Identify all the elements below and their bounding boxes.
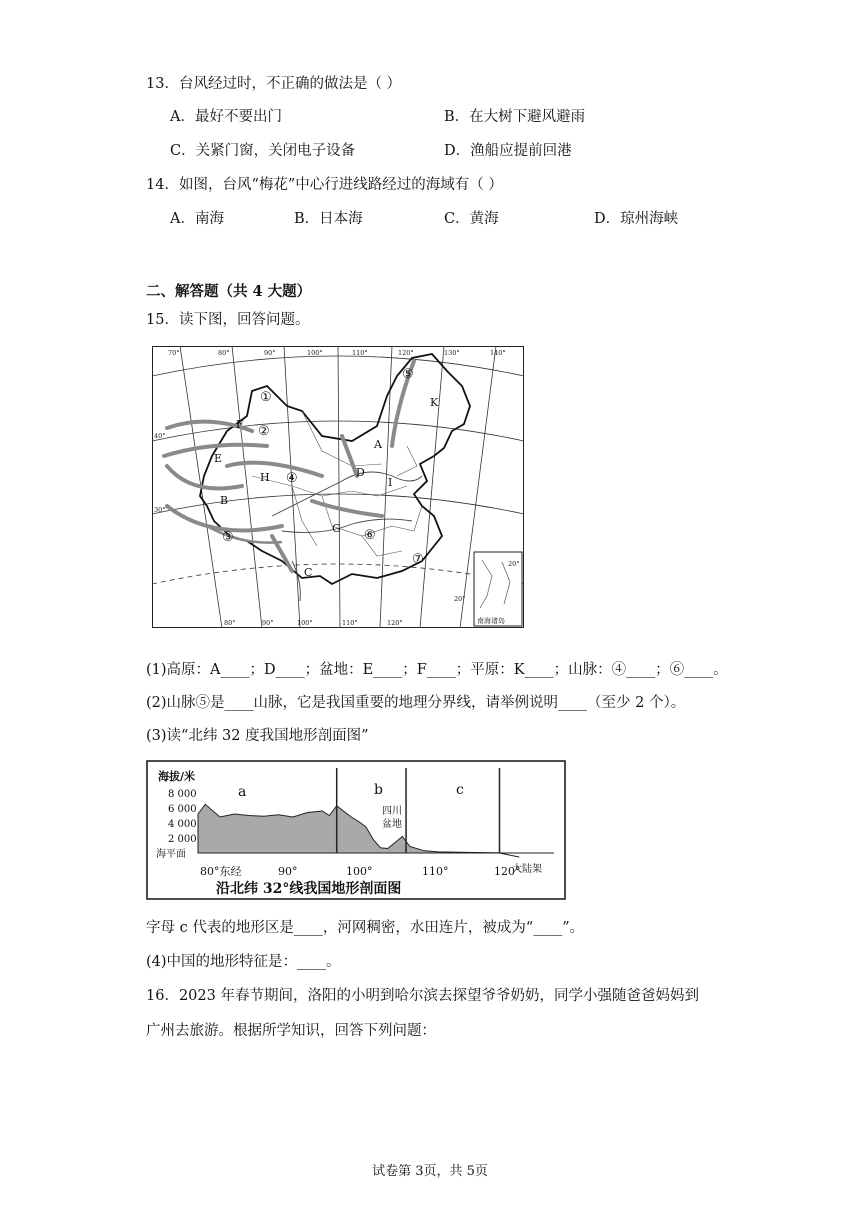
map-svg	[152, 346, 524, 628]
lon-label: 80°	[224, 619, 236, 627]
q13-stem: 13．台风经过时，不正确的做法是（ ）	[146, 76, 402, 92]
lat-label: 20°	[454, 595, 466, 603]
number-5: ⑤	[402, 367, 414, 382]
letter-c: C	[304, 566, 313, 579]
profile-ylabel: 海拔/米	[158, 770, 196, 783]
q15-part3: (3)读“北纬 32 度我国地形剖面图”	[146, 728, 369, 744]
letter-k: K	[430, 396, 439, 409]
lon-label: 80°	[218, 349, 230, 357]
number-1: ①	[260, 390, 272, 405]
q13-option-d: D．渔船应提前回港	[444, 143, 572, 159]
lon-label: 100°	[307, 349, 323, 357]
sea-level-label: 海平面	[156, 849, 186, 860]
q14-option-a: A．南海	[170, 211, 224, 227]
ytick: 2 000	[168, 834, 197, 845]
xtick: 90°	[278, 865, 298, 878]
letter-a: A	[374, 438, 382, 451]
basin-label-1: 四川	[382, 806, 402, 817]
shelf-label: 大陆架	[512, 864, 542, 875]
letter-e: E	[214, 452, 223, 465]
q15-stem: 15．读下图，回答问题。	[146, 312, 310, 328]
letter-g: G	[332, 522, 341, 535]
lon-label: 130°	[444, 349, 460, 357]
number-2: ②	[258, 424, 270, 439]
number-7: ⑦	[412, 552, 424, 567]
lon-label: 90°	[264, 349, 276, 357]
lat-label: 30°	[154, 506, 166, 514]
q13-option-c: C．关紧门窗，关闭电子设备	[170, 143, 356, 159]
lon-label: 120°	[387, 619, 403, 627]
q15-part4: (4)中国的地形特征是：____。	[146, 954, 341, 970]
q13-option-a: A．最好不要出门	[170, 109, 282, 125]
terrain-profile-figure	[146, 760, 566, 900]
lon-label: 100°	[297, 619, 313, 627]
lon-label: 140°	[490, 349, 506, 357]
letter-f: F	[236, 418, 244, 431]
lon-label: 120°	[398, 349, 414, 357]
q15-part1: (1)高原：A____；D____；盆地：E____；F____；平原：K____；山脉：④____；⑥____。	[146, 662, 728, 678]
page-footer: 试卷第 3页，共 5页	[372, 1164, 488, 1179]
lon-label: 110°	[352, 349, 368, 357]
section-heading: 二、解答题（共 4 大题）	[146, 283, 312, 300]
q14-option-b: B．日本海	[294, 211, 363, 227]
xtick: 100°	[346, 865, 373, 878]
q15-part3b: 字母 c 代表的地形区是____，河网稠密，水田连片，被成为“____”。	[146, 920, 585, 936]
ytick: 4 000	[168, 819, 197, 830]
profile-caption: 沿北纬 32°线我国地形剖面图	[216, 881, 402, 897]
letter-h: H	[260, 471, 270, 484]
basin-label-2: 盆地	[382, 819, 402, 830]
q14-option-d: D．琼州海峡	[594, 211, 679, 227]
region-b: b	[374, 782, 383, 798]
region-a: a	[238, 784, 247, 800]
lon-label: 110°	[342, 619, 358, 627]
letter-d: D	[356, 466, 365, 479]
number-6: ⑥	[364, 528, 376, 543]
profile-svg	[146, 760, 566, 900]
xtick: 110°	[422, 865, 449, 878]
china-terrain-map	[152, 346, 524, 628]
q13-option-b: B．在大树下避风避雨	[444, 109, 586, 125]
letter-i: I	[388, 476, 393, 489]
number-3: ③	[222, 530, 234, 545]
number-4: ④	[286, 471, 298, 486]
lat-label: 40°	[154, 432, 166, 440]
lon-label: 90°	[262, 619, 274, 627]
region-c: c	[456, 782, 464, 798]
q15-part2: (2)山脉⑤是____山脉，它是我国重要的地理分界线，请举例说明____（至少 2 个）。	[146, 695, 686, 711]
inset-label: 南海诸岛	[477, 617, 505, 625]
lat-label: 20°	[508, 560, 520, 568]
xtick: 80°东经	[200, 865, 242, 878]
ytick: 8 000	[168, 789, 197, 800]
ytick: 6 000	[168, 804, 197, 815]
letter-b: B	[220, 494, 229, 507]
q16-line1: 16．2023 年春节期间，洛阳的小明到哈尔滨去探望爷爷奶奶，同学小强随爸爸妈妈到	[146, 988, 699, 1004]
lon-label: 70°	[168, 349, 180, 357]
q14-option-c: C．黄海	[444, 211, 499, 227]
q14-stem: 14．如图，台风“梅花”中心行进线路经过的海域有（ ）	[146, 177, 503, 193]
q16-line2: 广州去旅游。根据所学知识，回答下列问题：	[146, 1023, 436, 1039]
xtick: 120°	[494, 865, 521, 878]
